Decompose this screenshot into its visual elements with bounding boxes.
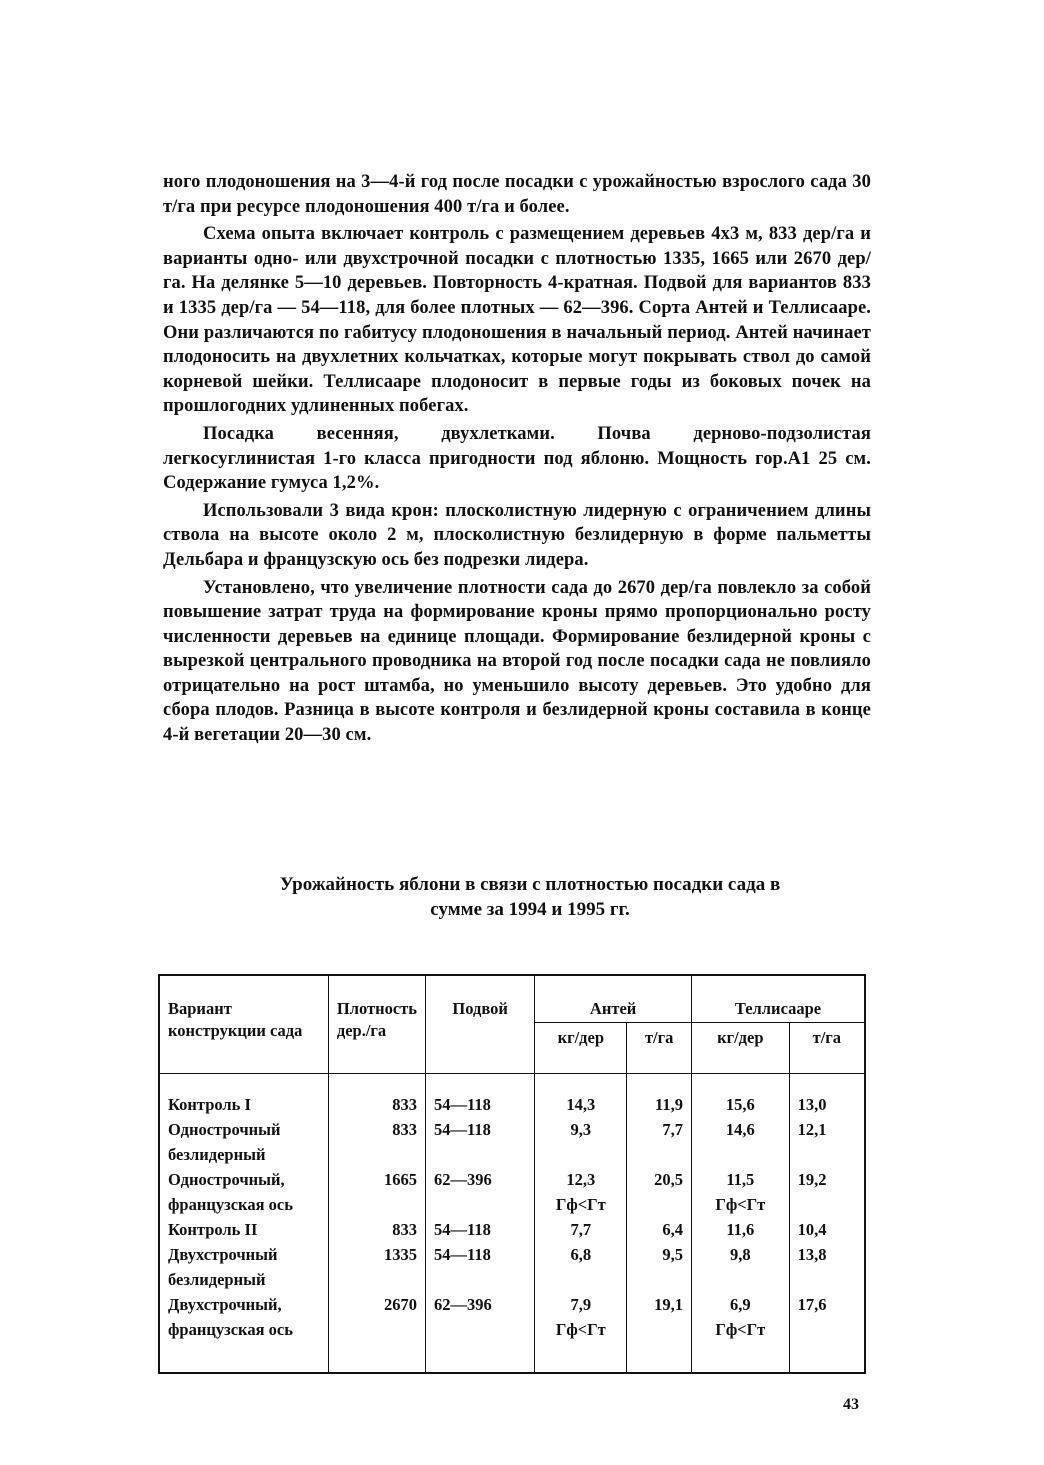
header-tellisaare: Теллисааре <box>691 975 865 1023</box>
header-tellisaare-kg-tree: кг/дер <box>691 1023 789 1074</box>
cell-tellisaare-t: 13,0 <box>789 1074 865 1118</box>
cell-rootstock: 54—118 <box>426 1117 535 1167</box>
cell-tellisaare-kg <box>691 1292 789 1373</box>
note-tellisaare: Гф<Гт <box>715 1320 766 1339</box>
value-antey-kg: 12,3 <box>566 1170 596 1189</box>
cell-antey-t: 11,9 <box>627 1074 692 1118</box>
paragraph: ного плодоношения на 3—4-й год после посадки с урожайностью взрослого сада 30 т/га при ресурсе плодоношения 400 т/га и более. <box>163 172 871 217</box>
table-caption-line: Урожайность яблони в связи с плотностью посадки сада в <box>279 874 781 895</box>
cell-antey-kg <box>535 1167 627 1217</box>
table-row <box>159 1217 865 1242</box>
cell-tellisaare-kg: 14,6 <box>691 1117 789 1167</box>
cell-density: 1335 <box>328 1242 425 1292</box>
header-antey: Антей <box>535 975 692 1023</box>
note-antey: Гф<Гт <box>555 1195 606 1214</box>
body-text <box>163 170 871 751</box>
cell-variant: Двухстрочный безлидерный <box>159 1242 328 1292</box>
header-tellisaare-t-ha: т/га <box>789 1023 865 1074</box>
cell-density: 833 <box>328 1217 425 1242</box>
cell-tellisaare-t: 17,6 <box>789 1292 865 1373</box>
cell-tellisaare-kg: 15,6 <box>691 1074 789 1118</box>
cell-tellisaare-kg: 9,8 <box>691 1242 789 1292</box>
table-row <box>159 1074 865 1118</box>
yield-table <box>158 974 866 1374</box>
cell-variant: Контроль II <box>159 1217 328 1242</box>
header-density: Плотность дер./га <box>328 975 425 1074</box>
table-caption <box>200 872 860 922</box>
header-antey-t-ha: т/га <box>627 1023 692 1074</box>
cell-variant: Двухстрочный, французская ось <box>159 1292 328 1373</box>
cell-tellisaare-t: 10,4 <box>789 1217 865 1242</box>
cell-variant: Контроль I <box>159 1074 328 1118</box>
cell-antey-kg: 6,8 <box>535 1242 627 1292</box>
paragraph: Использовали 3 вида крон: плосколистную лидерную с ограничением длины ствола на высоте около 2 м, плосколистную безлидерную в форме пальметты Дельбара и французскую ось без подрезки лидера. <box>163 500 871 570</box>
cell-variant: Однострочный безлидерный <box>159 1117 328 1167</box>
header-antey-kg-tree: кг/дер <box>535 1023 627 1074</box>
cell-tellisaare-t: 19,2 <box>789 1167 865 1217</box>
cell-density: 833 <box>328 1074 425 1118</box>
cell-antey-t: 7,7 <box>627 1117 692 1167</box>
cell-antey-kg: 14,3 <box>535 1074 627 1118</box>
value-tellisaare-kg: 6,9 <box>729 1295 751 1314</box>
header-variant: Вариант конструкции сада <box>159 975 328 1074</box>
cell-tellisaare-kg <box>691 1167 789 1217</box>
cell-antey-t: 19,1 <box>627 1292 692 1373</box>
cell-variant: Однострочный, французская ось <box>159 1167 328 1217</box>
cell-rootstock: 62—396 <box>426 1167 535 1217</box>
cell-antey-t: 20,5 <box>627 1167 692 1217</box>
table-row <box>159 1242 865 1292</box>
paragraph: Посадка весенняя, двухлетками. Почва дерново-подзолистая легкосуглинистая 1-го класса пригодности под яблоню. Мощность гор.А1 25 см. Содержание гумуса 1,2%. <box>163 423 871 494</box>
note-tellisaare: Гф<Гт <box>715 1195 766 1214</box>
value-tellisaare-kg: 11,5 <box>726 1170 755 1189</box>
cell-tellisaare-t: 13,8 <box>789 1242 865 1292</box>
cell-tellisaare-t: 12,1 <box>789 1117 865 1167</box>
cell-tellisaare-kg: 11,6 <box>691 1217 789 1242</box>
table-row <box>159 1117 865 1167</box>
cell-density: 2670 <box>328 1292 425 1373</box>
cell-antey-kg <box>535 1292 627 1373</box>
note-antey: Гф<Гт <box>555 1320 606 1339</box>
cell-density: 833 <box>328 1117 425 1167</box>
cell-density: 1665 <box>328 1167 425 1217</box>
value-antey-kg: 7,9 <box>570 1295 592 1314</box>
table-row <box>159 1292 865 1373</box>
paragraph: Установлено, что увеличение плотности сада до 2670 дер/га повлекло за собой повышение затрат труда на формирование кроны прямо пропорционально росту численности деревьев на единице площади. Формирование безлидерной кроны с вырезкой центрального проводника на второй год после посадки сада не повлияло отрицательно на рост штамба, но уменьшило высоту деревьев. Это удобно для сбора плодов. Разница в высоте контроля и безлидерной кроны составила в конце 4-й вегетации 20—30 см. <box>163 577 871 746</box>
table-caption-line: сумме за 1994 и 1995 гг. <box>430 899 630 920</box>
paragraph: Схема опыта включает контроль с размещением деревьев 4х3 м, 833 дер/га и варианты одно- или двухстрочной посадки с плотностью 1335, 1665 или 2670 дер/га. На делянке 5—10 деревьев. Повторность 4-кратная. Подвой для вариантов 833 и 1335 дер/га — 54—118, для более плотных — 62—396. Сорта Антей и Теллисааре. Они различаются по габитусу плодоношения в начальный период. Антей начинает плодоносить на двухлетних кольчатках, которые могут покрывать ствол до самой корневой шейки. Теллисааре плодоносит в первые годы из боковых почек на прошлогодних удлиненных побегах. <box>163 224 871 417</box>
cell-rootstock: 54—118 <box>426 1217 535 1242</box>
cell-antey-t: 9,5 <box>627 1242 692 1292</box>
cell-antey-t: 6,4 <box>627 1217 692 1242</box>
cell-rootstock: 54—118 <box>426 1242 535 1292</box>
cell-antey-kg: 7,7 <box>535 1217 627 1242</box>
page-number: 43 <box>843 1396 859 1413</box>
cell-rootstock: 54—118 <box>426 1074 535 1118</box>
table-row <box>159 1167 865 1217</box>
cell-antey-kg: 9,3 <box>535 1117 627 1167</box>
cell-rootstock: 62—396 <box>426 1292 535 1373</box>
header-rootstock: Подвой <box>426 975 535 1074</box>
